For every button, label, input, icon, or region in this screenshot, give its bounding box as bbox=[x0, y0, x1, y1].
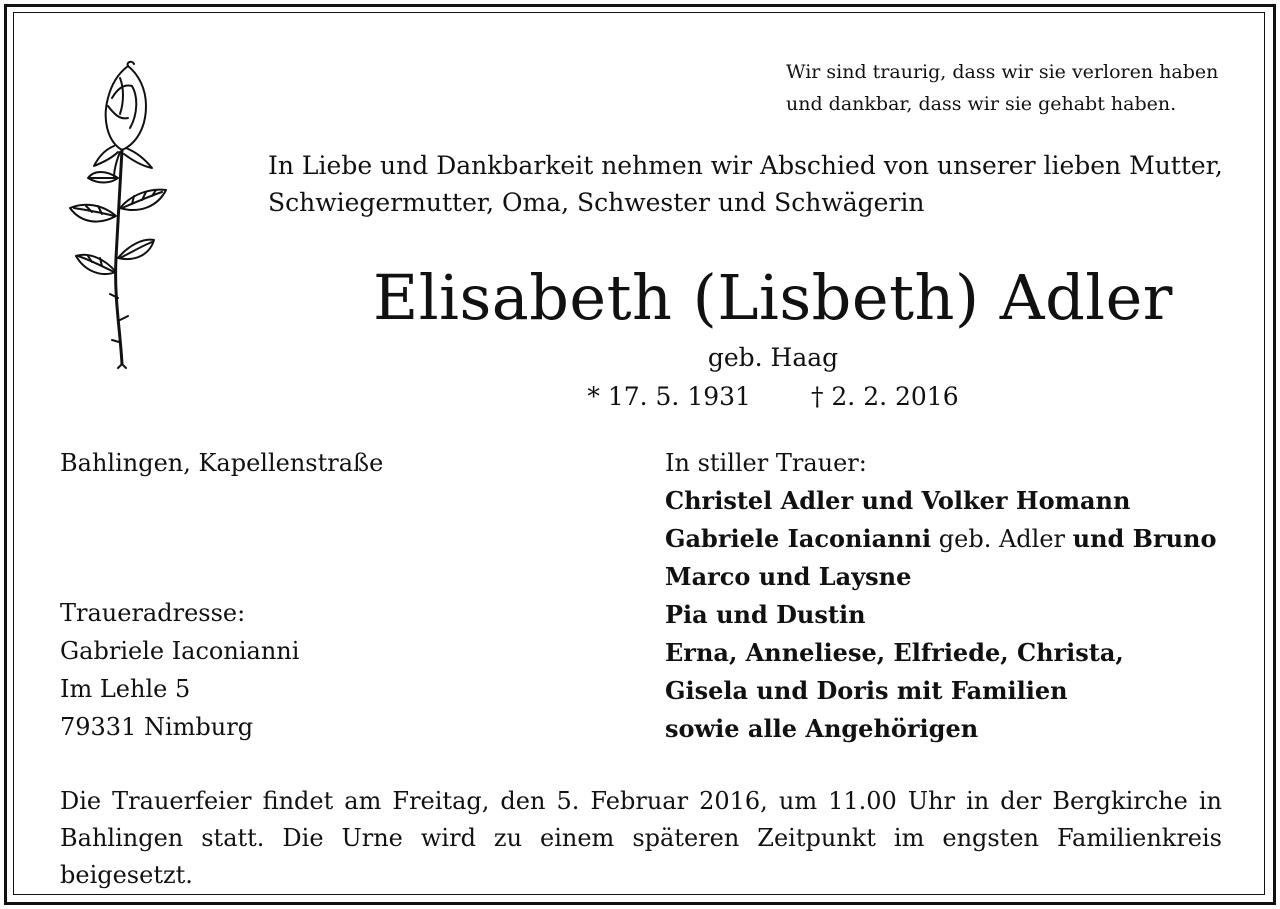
address-label: Traueradresse: bbox=[60, 599, 246, 627]
mourning-address bbox=[60, 594, 299, 746]
maiden-name: geb. Haag bbox=[707, 343, 839, 372]
quote bbox=[786, 56, 1246, 120]
notice-line: Bahlingen statt. Die Urne wird zu einem späteren Zeitpunkt im engsten Familienkreis beigesetzt. bbox=[60, 824, 1222, 889]
mourner-line: sowie alle Angehörigen bbox=[665, 714, 979, 743]
quote-line: und dankbar, dass wir sie gehabt haben. bbox=[786, 93, 1177, 115]
quote-line: Wir sind traurig, dass wir sie verloren haben bbox=[786, 61, 1219, 83]
notice-line: Die Trauerfeier findet am Freitag, den 5. Februar 2016, um 11.00 Uhr in der Bergkirche in bbox=[60, 787, 1222, 815]
mourner-line: Pia und Dustin bbox=[665, 600, 866, 629]
mourners-list bbox=[665, 444, 1265, 748]
mourner-line: Christel Adler und Volker Homann bbox=[665, 486, 1131, 515]
place-of-residence: Bahlingen, Kapellenstraße bbox=[60, 449, 384, 477]
funeral-notice bbox=[60, 783, 1222, 894]
mourner-line: Marco und Laysne bbox=[665, 562, 912, 591]
death-date: † 2. 2. 2016 bbox=[810, 382, 959, 411]
intro-line: In Liebe und Dankbarkeit nehmen wir Abschied von unserer lieben Mutter, bbox=[268, 151, 1223, 180]
intro-text bbox=[268, 147, 1228, 221]
mourner-partner: und Bruno bbox=[1072, 524, 1217, 553]
life-dates bbox=[268, 379, 1278, 415]
rose-icon bbox=[62, 58, 182, 370]
mourner-name: Gabriele Iaconianni bbox=[665, 524, 932, 553]
mourner-line: Erna, Anneliese, Elfriede, Christa, bbox=[665, 638, 1124, 667]
deceased-name: Elisabeth (Lisbeth) Adler bbox=[373, 261, 1173, 334]
birth-date: * 17. 5. 1931 bbox=[587, 382, 751, 411]
address-street: Im Lehle 5 bbox=[60, 675, 191, 703]
mourners-heading: In stiller Trauer: bbox=[665, 449, 867, 477]
mourner-line bbox=[665, 520, 1265, 558]
mourner-maiden-name: geb. Adler bbox=[931, 525, 1073, 553]
address-city: 79331 Nimburg bbox=[60, 713, 254, 741]
mourner-line: Gisela und Doris mit Familien bbox=[665, 676, 1068, 705]
intro-line: Schwiegermutter, Oma, Schwester und Schwägerin bbox=[268, 188, 925, 217]
address-name: Gabriele Iaconianni bbox=[60, 637, 300, 665]
